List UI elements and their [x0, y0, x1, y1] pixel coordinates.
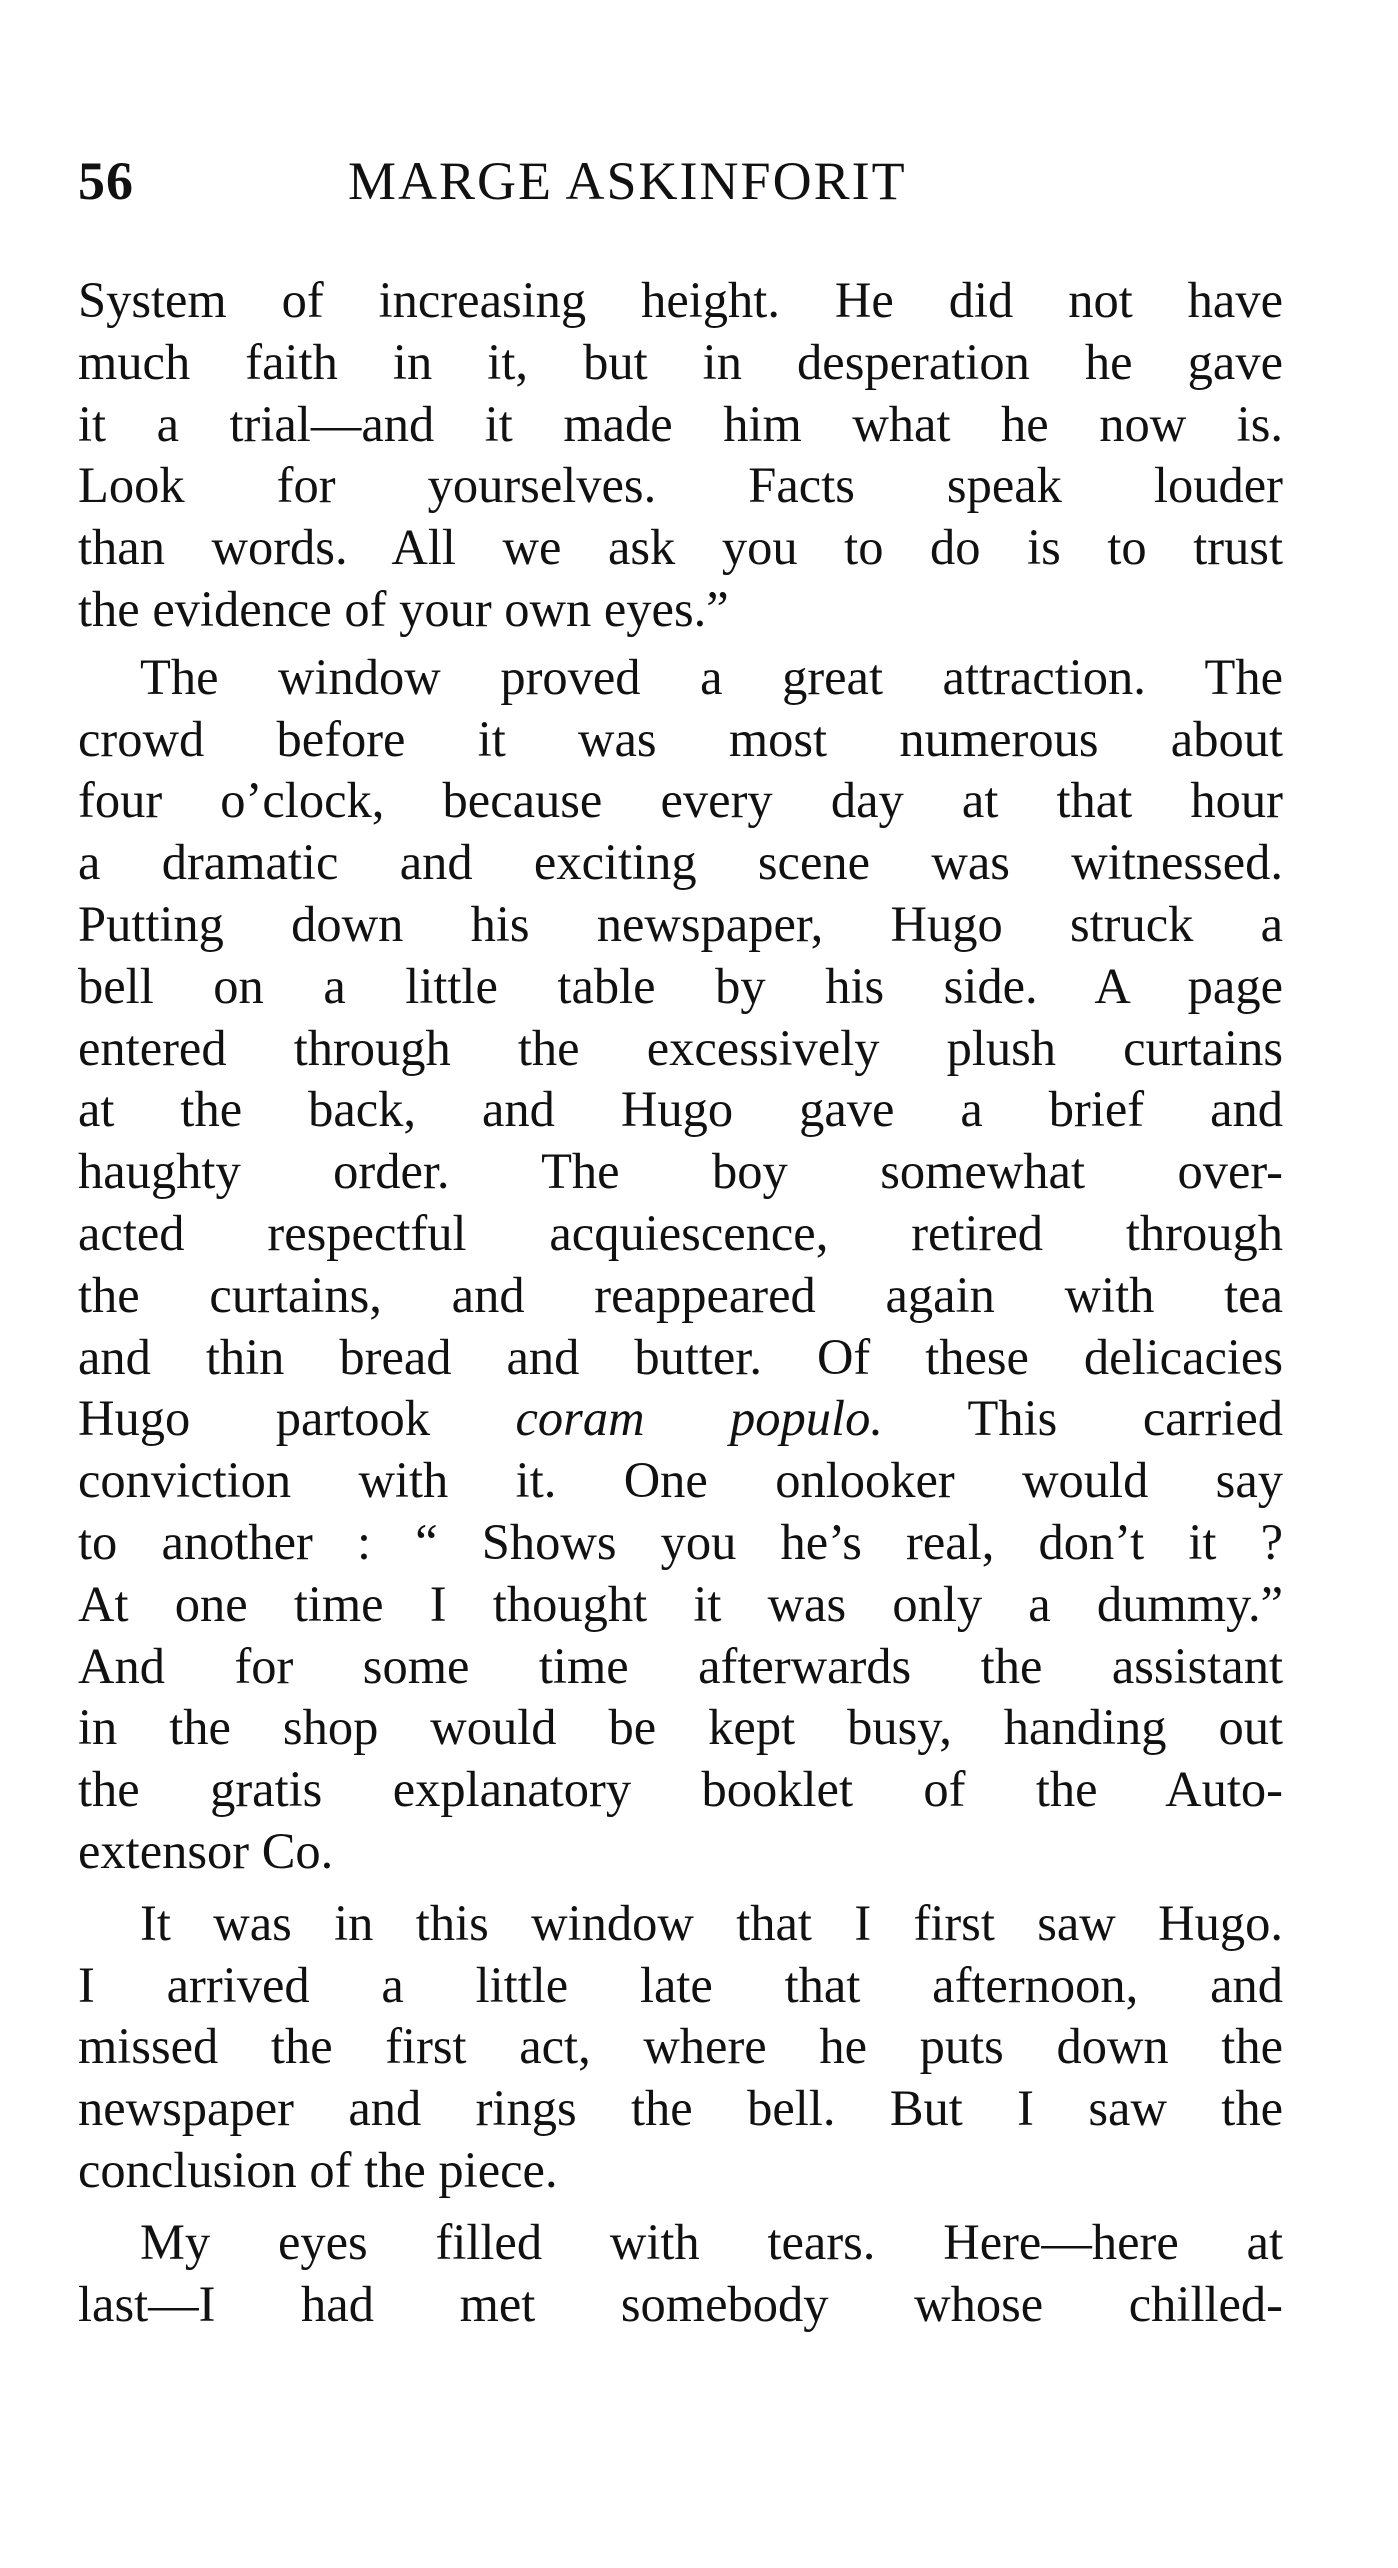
text-line: newspaper and rings the bell. But I saw the — [78, 2080, 1283, 2137]
running-title: MARGE ASKINFORIT — [348, 151, 907, 211]
text-line: acted respectful acquiescence, retired through — [78, 1204, 1283, 1261]
text-line: haughty order. The boy somewhat over- — [78, 1143, 1283, 1200]
text-line: the gratis explanatory booklet of the Auto- — [78, 1761, 1283, 1818]
text-line: Look for yourselves. Facts speak louder — [78, 457, 1283, 514]
text-line: to another : “ Shows you he’s real, don’t it ? — [78, 1513, 1283, 1570]
text-line: it a trial—and it made him what he now is. — [78, 395, 1283, 452]
text-run: This carried — [882, 1390, 1283, 1447]
text-line: extensor Co. — [78, 1822, 334, 1879]
page-number: 56 — [78, 151, 134, 211]
text-line: conviction with it. One onlooker would say — [78, 1452, 1283, 1509]
text-line: four o’clock, because every day at that hour — [78, 772, 1283, 829]
text-line: the evidence of your own eyes.” — [78, 580, 729, 637]
text-run: Hugo partook — [78, 1390, 516, 1447]
text-line: missed the first act, where he puts down the — [78, 2018, 1283, 2075]
paragraph — [78, 647, 1283, 1883]
text-line: and thin bread and butter. Of these delicacies — [78, 1328, 1283, 1385]
text-line: The window proved a great attraction. The — [140, 648, 1283, 705]
text-line: And for some time afterwards the assistant — [78, 1637, 1283, 1694]
text-line: entered through the excessively plush curtains — [78, 1019, 1283, 1076]
text-line: the curtains, and reappeared again with tea — [78, 1266, 1283, 1323]
paragraph — [78, 2212, 1283, 2336]
page-header — [78, 150, 1278, 220]
text-line: bell on a little table by his side. A page — [78, 957, 1283, 1014]
text-line-with-italic — [78, 1388, 1283, 1450]
text-line: At one time I thought it was only a dummy.” — [78, 1575, 1283, 1632]
text-line: Putting down his newspaper, Hugo struck a — [78, 895, 1283, 952]
text-line: last—I had met somebody whose chilled- — [78, 2275, 1283, 2332]
text-line: My eyes filled with tears. Here—here at — [140, 2213, 1283, 2270]
text-line: a dramatic and exciting scene was witnessed. — [78, 834, 1283, 891]
text-line: System of increasing height. He did not have — [78, 272, 1283, 328]
paragraph — [78, 270, 1283, 641]
text-line: conclusion of the piece. — [78, 2141, 558, 2198]
text-line: than words. All we ask you to do is to trust — [78, 519, 1283, 576]
body-text — [78, 270, 1283, 2335]
text-line: I arrived a little late that afternoon, and — [78, 1956, 1283, 2013]
italic-phrase: coram populo. — [515, 1390, 883, 1447]
text-line: much faith in it, but in desperation he gave — [78, 333, 1283, 390]
text-line: crowd before it was most numerous about — [78, 710, 1283, 767]
text-line: in the shop would be kept busy, handing out — [78, 1699, 1283, 1756]
text-line: at the back, and Hugo gave a brief and — [78, 1081, 1283, 1138]
paragraph — [78, 1893, 1283, 2202]
text-line: It was in this window that I first saw Hugo. — [140, 1894, 1283, 1951]
